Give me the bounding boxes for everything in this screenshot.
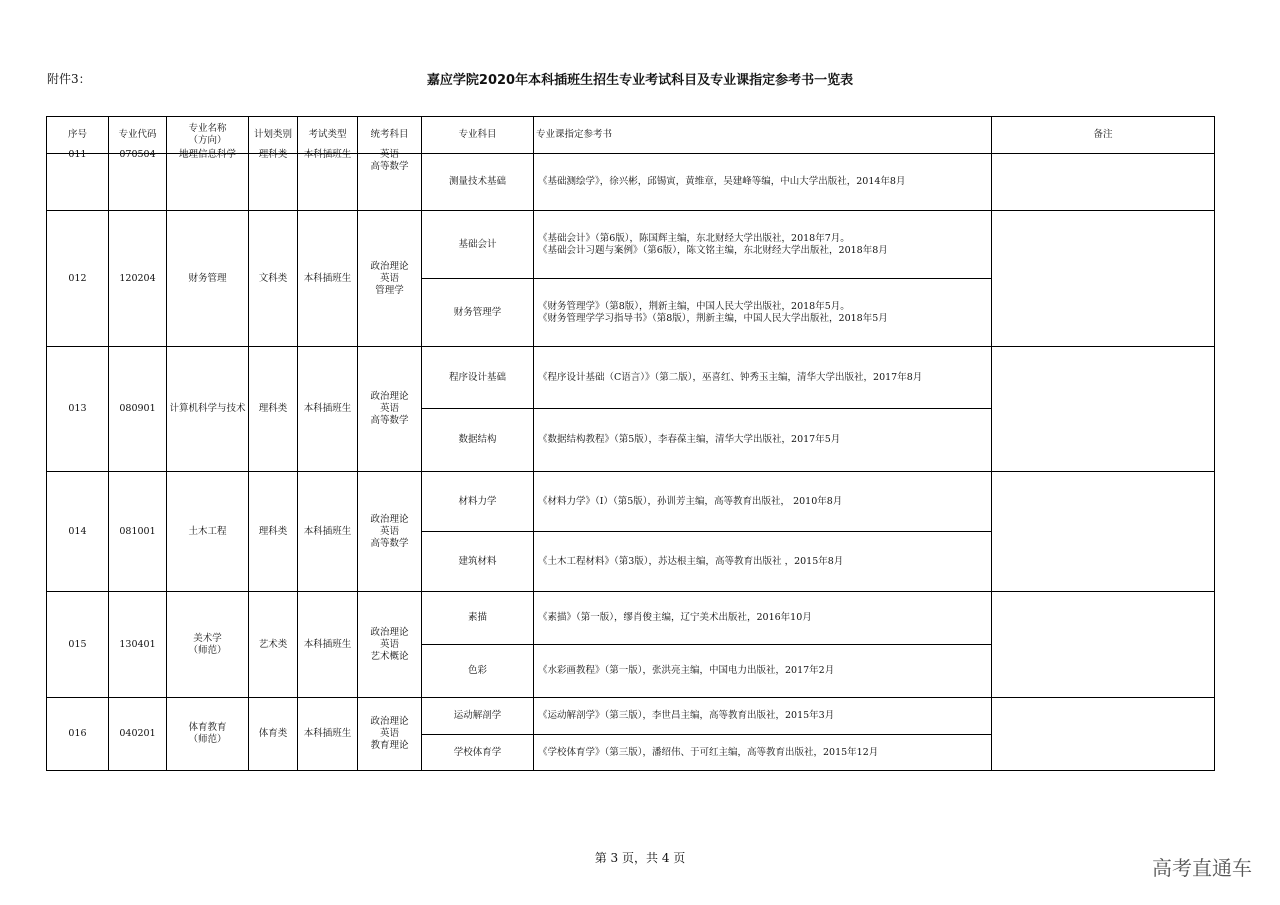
cell-seq: 013 [47,347,109,472]
cell-note [992,347,1215,472]
cell-code: 070504 [109,154,167,211]
cell-seq: 016 [47,698,109,771]
cell-major-name: 美术学 （师范） [167,592,249,698]
table-row [47,698,1215,735]
cell-note [992,592,1215,698]
header-seq: 序号 [47,117,109,154]
cell-major-name: 财务管理 [167,211,249,347]
cell-plan: 理科类 [249,347,298,472]
header-note: 备注 [992,117,1215,154]
cell-seq: 014 [47,472,109,592]
cell-reference-books: 《程序设计基础（C语言）》（第二版），巫喜红、钟秀玉主编，清华大学出版社，2017年8月 [534,347,992,409]
cell-major-subject: 素描 [422,592,534,645]
header-major-subject: 专业科目 [422,117,534,154]
cell-reference-books: 《基础测绘学》，徐兴彬，邱锡寅，黄维章，吴建峰等编，中山大学出版社，2014年8月 [534,154,992,211]
cell-major-name: 计算机科学与技术 [167,347,249,472]
cell-seq: 012 [47,211,109,347]
cell-major-subject: 学校体育学 [422,735,534,771]
header-plan: 计划类别 [249,117,298,154]
cell-reference-books: 《学校体育学》（第三版），潘绍伟、于可红主编，高等教育出版社，2015年12月 [534,735,992,771]
page-title: 嘉应学院2020年本科插班生招生专业考试科目及专业课指定参考书一览表 [426,73,854,88]
cell-code: 081001 [109,472,167,592]
cell-major-subject: 基础会计 [422,211,534,279]
cell-major-subject: 色彩 [422,645,534,698]
cell-unified-subjects: 政治理论 英语 高等数学 [358,347,422,472]
cell-unified-subjects: 英语 高等数学 [358,154,422,211]
cell-major-subject: 运动解剖学 [422,698,534,735]
cell-unified-subjects: 政治理论 英语 高等数学 [358,472,422,592]
cell-exam-type: 本科插班生 [298,211,358,347]
cell-major-name: 体育教育 （师范） [167,698,249,771]
cell-note [992,211,1215,347]
cell-major-subject: 数据结构 [422,409,534,472]
header-exam-type: 考试类型 [298,117,358,154]
cell-code: 130401 [109,592,167,698]
cell-plan: 理科类 [249,154,298,211]
cell-note [992,472,1215,592]
header-reference-books: 专业课指定参考书 [534,117,992,154]
cell-reference-books: 《土木工程材料》（第3版），苏达根主编，高等教育出版社 ，2015年8月 [534,532,992,592]
cell-unified-subjects: 政治理论 英语 管理学 [358,211,422,347]
cell-seq: 011 [47,154,109,211]
cell-exam-type: 本科插班生 [298,472,358,592]
cell-exam-type: 本科插班生 [298,347,358,472]
cell-reference-books: 《财务管理学》（第8版），荆新主编，中国人民大学出版社，2018年5月。 《财务管理学学习指导书》（第8版），荆新主编，中国人民大学出版社，2018年5月 [534,279,992,347]
cell-major-subject: 测量技术基础 [422,154,534,211]
cell-seq: 015 [47,592,109,698]
cell-plan: 体育类 [249,698,298,771]
cell-major-subject: 程序设计基础 [422,347,534,409]
header-unified-subjects: 统考科目 [358,117,422,154]
cell-plan: 理科类 [249,472,298,592]
reference-book-table [46,116,1215,771]
cell-code: 040201 [109,698,167,771]
cell-major-subject: 建筑材料 [422,532,534,592]
cell-reference-books: 《数据结构教程》（第5版），李春葆主编，清华大学出版社，2017年5月 [534,409,992,472]
cell-major-name: 土木工程 [167,472,249,592]
cell-plan: 文科类 [249,211,298,347]
attachment-label: 附件3： [47,72,91,86]
cell-unified-subjects: 政治理论 英语 艺术概论 [358,592,422,698]
cell-code: 080901 [109,347,167,472]
table-row [47,592,1215,645]
cell-code: 120204 [109,211,167,347]
cell-major-subject: 材料力学 [422,472,534,532]
page-number: 第 3 页，共 4 页 [594,851,686,865]
table-row [47,211,1215,279]
cell-exam-type: 本科插班生 [298,154,358,211]
cell-exam-type: 本科插班生 [298,592,358,698]
cell-reference-books: 《材料力学》（Ⅰ）（第5版），孙训芳主编，高等教育出版社， 2010年8月 [534,472,992,532]
cell-reference-books: 《基础会计》（第6版），陈国辉主编，东北财经大学出版社，2018年7月。 《基础会计习题与案例》（第6版），陈文铭主编，东北财经大学出版社，2018年8月 [534,211,992,279]
header-code: 专业代码 [109,117,167,154]
cell-plan: 艺术类 [249,592,298,698]
cell-note [992,154,1215,211]
cell-reference-books: 《运动解剖学》（第三版），李世昌主编，高等教育出版社，2015年3月 [534,698,992,735]
table-row [47,347,1215,409]
cell-reference-books: 《水彩画教程》（第一版），张洪亮主编，中国电力出版社，2017年2月 [534,645,992,698]
cell-note [992,698,1215,771]
header-major-name: 专业名称 （方向） [167,117,249,154]
watermark: 高考直通车 [1152,856,1252,880]
table-row-partial [47,154,1215,211]
cell-exam-type: 本科插班生 [298,698,358,771]
cell-major-name: 地理信息科学 [167,154,249,211]
cell-unified-subjects: 政治理论 英语 教育理论 [358,698,422,771]
table-row [47,472,1215,532]
cell-major-subject: 财务管理学 [422,279,534,347]
cell-reference-books: 《素描》（第一版），缪肖俊主编，辽宁美术出版社，2016年10月 [534,592,992,645]
